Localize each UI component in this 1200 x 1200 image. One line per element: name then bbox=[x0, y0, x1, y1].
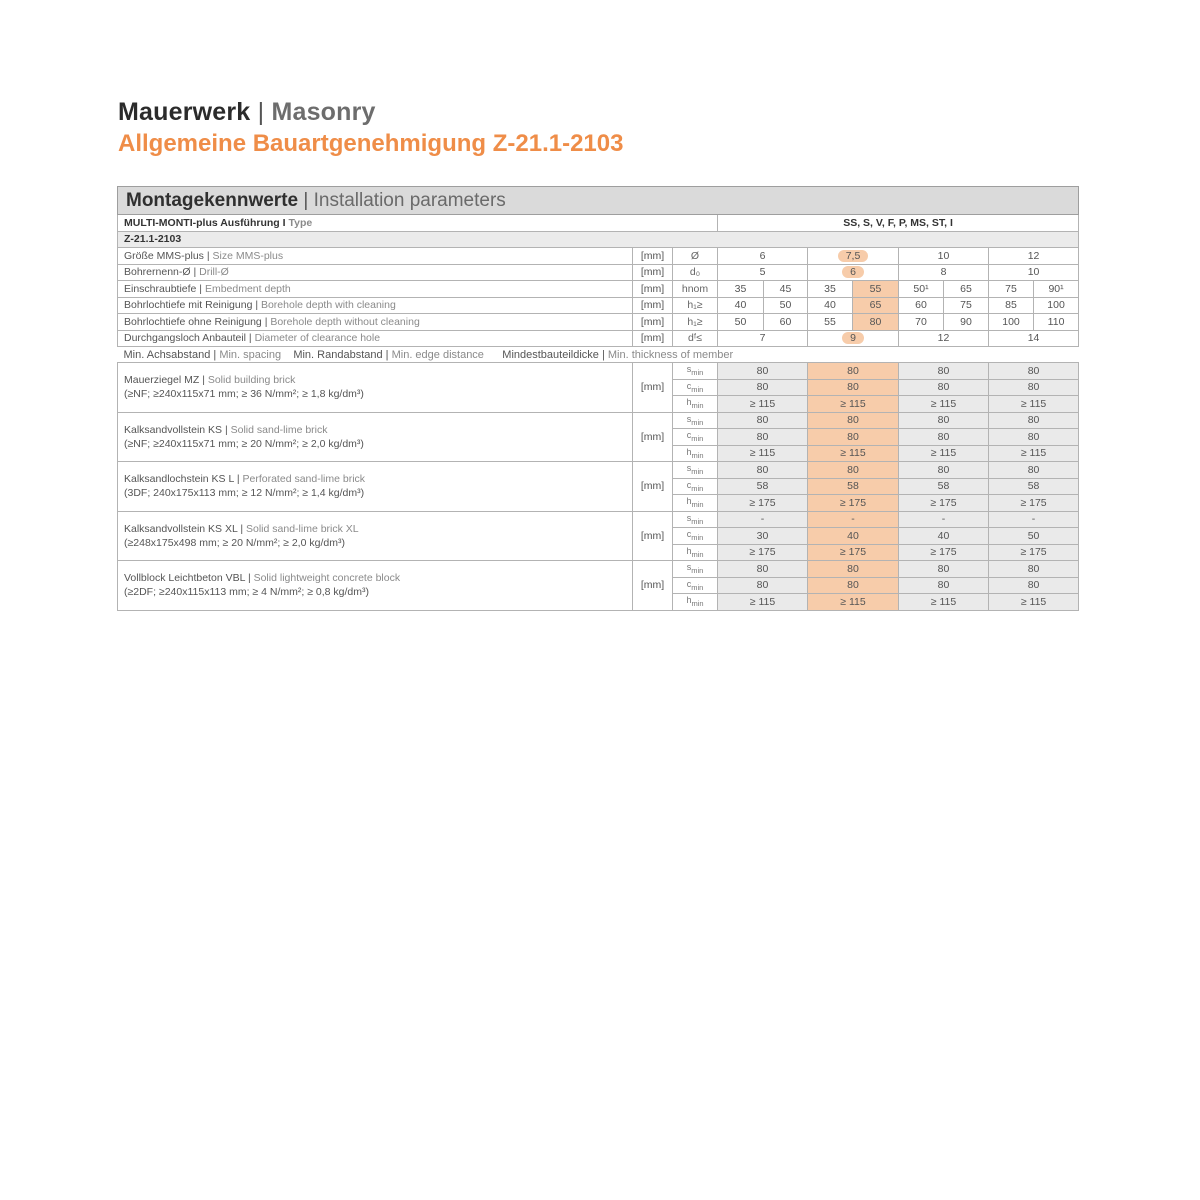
param-value: 90¹ bbox=[1034, 281, 1079, 298]
material-symbol-cmin: $c_{min}$ bbox=[673, 528, 718, 545]
param-symbol: dᶠ≤ bbox=[673, 330, 718, 347]
param-row bbox=[118, 297, 1079, 314]
param-value-highlight: 9 bbox=[842, 332, 864, 344]
param-value-highlight: 6 bbox=[842, 266, 864, 278]
material-value: ≥ 175 bbox=[718, 544, 808, 561]
param-label-de: Einschraubtiefe bbox=[124, 282, 197, 295]
heading-separator: | bbox=[303, 189, 309, 211]
material-value: 80 bbox=[808, 429, 899, 446]
param-value bbox=[808, 264, 899, 281]
material-name-en: Solid lightweight concrete block bbox=[253, 572, 401, 585]
material-value: - bbox=[899, 511, 989, 528]
material-name-de: Mauerziegel MZ bbox=[124, 374, 200, 387]
material-value: 80 bbox=[989, 561, 1079, 578]
material-value: ≥ 115 bbox=[718, 594, 808, 611]
material-value: 80 bbox=[718, 412, 808, 429]
material-value: ≥ 115 bbox=[718, 445, 808, 462]
material-value: ≥ 175 bbox=[718, 495, 808, 512]
param-value: 90 bbox=[944, 314, 989, 331]
material-label: Kalksandvollstein KS | Solid sand-lime brick (≥NF; ≥240x115x71 mm; ≥ 20 N/mm²; ≥ 2,0 kg/dm³) bbox=[118, 412, 633, 462]
material-row bbox=[118, 561, 1079, 578]
param-value: 110 bbox=[1034, 314, 1079, 331]
param-row bbox=[118, 281, 1079, 298]
material-spec: (≥248x175x498 mm; ≥ 20 N/mm²; ≥ 2,0 kg/dm³) bbox=[124, 536, 345, 549]
param-label: Bohrlochtiefe ohne Reinigung | Borehole depth without cleaning bbox=[118, 314, 633, 331]
material-value: 80 bbox=[899, 561, 989, 578]
material-value: 80 bbox=[989, 412, 1079, 429]
param-value: 8 bbox=[899, 264, 989, 281]
min-edge-de: Min. Randabstand bbox=[293, 348, 383, 361]
param-value: 35 bbox=[808, 281, 853, 298]
material-row bbox=[118, 511, 1079, 528]
param-label: Einschraubtiefe | Embedment depth bbox=[118, 281, 633, 298]
param-label-de: Bohrlochtiefe mit Reinigung bbox=[124, 299, 253, 312]
param-label: Durchgangsloch Anbauteil | Diameter of clearance hole bbox=[118, 330, 633, 347]
material-value: 80 bbox=[899, 379, 989, 396]
heading-de: Montagekennwerte bbox=[126, 189, 299, 211]
heading-en: Installation parameters bbox=[313, 189, 506, 211]
material-value: 80 bbox=[989, 429, 1079, 446]
material-value: ≥ 175 bbox=[899, 544, 989, 561]
param-row bbox=[118, 330, 1079, 347]
param-row bbox=[118, 248, 1079, 265]
material-value: ≥ 115 bbox=[899, 445, 989, 462]
title-en: Masonry bbox=[271, 98, 376, 126]
product-label-en: Type bbox=[288, 216, 313, 229]
param-unit: [mm] bbox=[633, 297, 673, 314]
param-value: 12 bbox=[899, 330, 989, 347]
material-value: 80 bbox=[718, 429, 808, 446]
param-value: 6 bbox=[718, 248, 808, 265]
material-value: 80 bbox=[989, 462, 1079, 479]
product-row bbox=[118, 215, 1079, 232]
material-symbol-hmin: $h_{min}$ bbox=[673, 544, 718, 561]
param-value: 12 bbox=[989, 248, 1079, 265]
param-value bbox=[808, 330, 899, 347]
param-value: 50 bbox=[718, 314, 764, 331]
page-title bbox=[118, 98, 376, 127]
material-spec: (3DF; 240x175x113 mm; ≥ 12 N/mm²; ≥ 1,4 kg/dm³) bbox=[124, 487, 365, 500]
param-value: 40 bbox=[718, 297, 764, 314]
material-value: 80 bbox=[808, 412, 899, 429]
material-value: - bbox=[989, 511, 1079, 528]
page-subtitle: Allgemeine Bauartgenehmigung Z-21.1-2103 bbox=[118, 130, 624, 157]
material-unit: [mm] bbox=[633, 462, 673, 512]
material-value: ≥ 175 bbox=[808, 544, 899, 561]
material-value: ≥ 115 bbox=[718, 396, 808, 413]
param-label-de: Größe MMS-plus bbox=[124, 249, 204, 262]
material-name-en: Solid sand-lime brick XL bbox=[246, 522, 359, 535]
material-symbol-smin: $s_{min}$ bbox=[673, 561, 718, 578]
param-value: 5 bbox=[718, 264, 808, 281]
title-separator: | bbox=[257, 98, 265, 126]
param-label-de: Bohrlochtiefe ohne Reinigung bbox=[124, 315, 262, 328]
material-value: 80 bbox=[989, 363, 1079, 380]
param-symbol: h₁≥ bbox=[673, 297, 718, 314]
material-symbol-hmin: $h_{min}$ bbox=[673, 445, 718, 462]
param-label-en: Embedment depth bbox=[204, 282, 291, 295]
distance-section-label: Min. Achsabstand | Min. spacing Min. Randabstand | Min. edge distance Mindestbauteildicke | Min. thickness of member bbox=[118, 347, 1079, 363]
param-unit: [mm] bbox=[633, 248, 673, 265]
material-symbol-smin: $s_{min}$ bbox=[673, 363, 718, 380]
param-label-en: Size MMS-plus bbox=[212, 249, 284, 262]
material-name-de: Kalksandlochstein KS L bbox=[124, 473, 234, 486]
installation-parameters-table bbox=[117, 186, 1079, 611]
distance-section-row bbox=[118, 347, 1079, 363]
param-value: 85 bbox=[989, 297, 1034, 314]
param-value: 75 bbox=[989, 281, 1034, 298]
product-label bbox=[118, 215, 718, 232]
param-label-en: Borehole depth with cleaning bbox=[260, 299, 396, 312]
min-spacing-en: Min. spacing bbox=[219, 348, 282, 361]
material-unit: [mm] bbox=[633, 561, 673, 611]
material-value: 80 bbox=[718, 577, 808, 594]
param-value: 100 bbox=[1034, 297, 1079, 314]
param-value: 7 bbox=[718, 330, 808, 347]
param-label: Bohrernenn-Ø | Drill-Ø bbox=[118, 264, 633, 281]
param-label: Größe MMS-plus | Size MMS-plus bbox=[118, 248, 633, 265]
min-spacing-de: Min. Achsabstand bbox=[123, 348, 211, 361]
material-symbol-hmin: $h_{min}$ bbox=[673, 495, 718, 512]
param-value bbox=[808, 248, 899, 265]
material-value: ≥ 115 bbox=[808, 445, 899, 462]
material-value: 80 bbox=[899, 412, 989, 429]
material-value: 80 bbox=[808, 462, 899, 479]
material-spec: (≥2DF; ≥240x115x113 mm; ≥ 4 N/mm²; ≥ 0,8 kg/dm³) bbox=[124, 586, 369, 599]
material-value: 40 bbox=[808, 528, 899, 545]
material-value: ≥ 115 bbox=[989, 594, 1079, 611]
material-symbol-hmin: $h_{min}$ bbox=[673, 396, 718, 413]
material-symbol-cmin: $c_{min}$ bbox=[673, 429, 718, 446]
param-value: 35 bbox=[718, 281, 764, 298]
param-value: 80 bbox=[853, 314, 899, 331]
material-value: - bbox=[718, 511, 808, 528]
material-value: 80 bbox=[718, 363, 808, 380]
material-value: 30 bbox=[718, 528, 808, 545]
material-value: 80 bbox=[808, 363, 899, 380]
material-symbol-smin: $s_{min}$ bbox=[673, 511, 718, 528]
material-spec: (≥NF; ≥240x115x71 mm; ≥ 20 N/mm²; ≥ 2,0 kg/dm³) bbox=[124, 437, 364, 450]
material-value: ≥ 175 bbox=[899, 495, 989, 512]
param-value: 55 bbox=[853, 281, 899, 298]
material-value: 80 bbox=[899, 577, 989, 594]
param-row bbox=[118, 314, 1079, 331]
param-label-de: Bohrernenn-Ø bbox=[124, 266, 191, 279]
param-symbol: Ø bbox=[673, 248, 718, 265]
material-value: 58 bbox=[989, 478, 1079, 495]
param-unit: [mm] bbox=[633, 330, 673, 347]
material-value: ≥ 175 bbox=[989, 495, 1079, 512]
material-value: 80 bbox=[899, 462, 989, 479]
material-value: ≥ 115 bbox=[989, 445, 1079, 462]
table-heading-row bbox=[118, 187, 1079, 215]
min-thickness-de: Mindestbauteildicke bbox=[502, 348, 599, 361]
param-symbol: h₁≥ bbox=[673, 314, 718, 331]
material-value: ≥ 115 bbox=[899, 396, 989, 413]
material-value: ≥ 175 bbox=[808, 495, 899, 512]
material-label: Mauerziegel MZ | Solid building brick (≥NF; ≥240x115x71 mm; ≥ 36 N/mm²; ≥ 1,8 kg/dm³) bbox=[118, 363, 633, 413]
material-value: 80 bbox=[718, 379, 808, 396]
material-value: ≥ 115 bbox=[808, 594, 899, 611]
material-value: 80 bbox=[808, 577, 899, 594]
material-row bbox=[118, 363, 1079, 380]
min-edge-en: Min. edge distance bbox=[391, 348, 484, 361]
param-value: 50 bbox=[764, 297, 808, 314]
material-value: 58 bbox=[718, 478, 808, 495]
table-heading bbox=[118, 187, 1079, 215]
material-symbol-hmin: $h_{min}$ bbox=[673, 594, 718, 611]
material-label: Vollblock Leichtbeton VBL | Solid lightweight concrete block (≥2DF; ≥240x115x113 mm; ≥ 4 N/mm²; ≥ 0,8 kg/dm³) bbox=[118, 561, 633, 611]
param-label: Bohrlochtiefe mit Reinigung | Borehole depth with cleaning bbox=[118, 297, 633, 314]
material-name-de: Vollblock Leichtbeton VBL bbox=[124, 572, 246, 585]
param-value: 10 bbox=[989, 264, 1079, 281]
param-label-de: Durchgangsloch Anbauteil bbox=[124, 332, 247, 345]
material-value: 40 bbox=[899, 528, 989, 545]
material-symbol-smin: $s_{min}$ bbox=[673, 412, 718, 429]
param-unit: [mm] bbox=[633, 281, 673, 298]
approval-row bbox=[118, 231, 1079, 248]
material-row bbox=[118, 462, 1079, 479]
material-name-en: Solid building brick bbox=[207, 374, 296, 387]
material-name-en: Solid sand-lime brick bbox=[230, 423, 328, 436]
material-value: 80 bbox=[808, 379, 899, 396]
param-value: 100 bbox=[989, 314, 1034, 331]
material-row bbox=[118, 412, 1079, 429]
param-value-highlight: 7,5 bbox=[838, 250, 869, 262]
param-row bbox=[118, 264, 1079, 281]
material-value: ≥ 115 bbox=[899, 594, 989, 611]
product-label-de: MULTI-MONTI-plus Ausführung I bbox=[124, 216, 286, 229]
param-value: 40 bbox=[808, 297, 853, 314]
param-value: 60 bbox=[764, 314, 808, 331]
material-value: 80 bbox=[718, 561, 808, 578]
param-unit: [mm] bbox=[633, 264, 673, 281]
param-value: 70 bbox=[899, 314, 944, 331]
min-thickness-en: Min. thickness of member bbox=[607, 348, 734, 361]
material-value: ≥ 175 bbox=[989, 544, 1079, 561]
material-value: 80 bbox=[989, 379, 1079, 396]
param-value: 45 bbox=[764, 281, 808, 298]
material-unit: [mm] bbox=[633, 511, 673, 561]
param-label-en: Drill-Ø bbox=[199, 266, 229, 279]
material-label: Kalksandvollstein KS XL | Solid sand-lime brick XL (≥248x175x498 mm; ≥ 20 N/mm²; ≥ 2,0 kg/dm³) bbox=[118, 511, 633, 561]
material-value: 50 bbox=[989, 528, 1079, 545]
material-value: ≥ 115 bbox=[808, 396, 899, 413]
material-unit: [mm] bbox=[633, 412, 673, 462]
material-symbol-cmin: $c_{min}$ bbox=[673, 577, 718, 594]
material-value: 80 bbox=[808, 561, 899, 578]
material-value: 58 bbox=[899, 478, 989, 495]
param-value: 65 bbox=[944, 281, 989, 298]
material-label: Kalksandlochstein KS L | Perforated sand-lime brick (3DF; 240x175x113 mm; ≥ 12 N/mm²; ≥ 1,4 kg/dm³) bbox=[118, 462, 633, 512]
param-value: 55 bbox=[808, 314, 853, 331]
title-de: Mauerwerk bbox=[118, 98, 251, 126]
material-unit: [mm] bbox=[633, 363, 673, 413]
material-value: 80 bbox=[899, 429, 989, 446]
material-value: 80 bbox=[989, 577, 1079, 594]
material-name-de: Kalksandvollstein KS bbox=[124, 423, 223, 436]
material-name-de: Kalksandvollstein KS XL bbox=[124, 522, 238, 535]
material-value: 80 bbox=[899, 363, 989, 380]
param-label-en: Diameter of clearance hole bbox=[254, 332, 381, 345]
param-value: 14 bbox=[989, 330, 1079, 347]
param-symbol: hnom bbox=[673, 281, 718, 298]
material-value: ≥ 115 bbox=[989, 396, 1079, 413]
material-symbol-cmin: $c_{min}$ bbox=[673, 379, 718, 396]
material-symbol-cmin: $c_{min}$ bbox=[673, 478, 718, 495]
param-value: 50¹ bbox=[899, 281, 944, 298]
material-spec: (≥NF; ≥240x115x71 mm; ≥ 36 N/mm²; ≥ 1,8 kg/dm³) bbox=[124, 388, 364, 401]
param-value: 65 bbox=[853, 297, 899, 314]
param-value: 10 bbox=[899, 248, 989, 265]
param-value: 75 bbox=[944, 297, 989, 314]
material-value: 58 bbox=[808, 478, 899, 495]
param-label-en: Borehole depth without cleaning bbox=[270, 315, 420, 328]
param-unit: [mm] bbox=[633, 314, 673, 331]
approval-number: Z-21.1-2103 bbox=[118, 231, 1079, 248]
material-value: 80 bbox=[718, 462, 808, 479]
material-name-en: Perforated sand-lime brick bbox=[242, 473, 366, 486]
product-types: SS, S, V, F, P, MS, ST, I bbox=[718, 215, 1079, 232]
material-value: - bbox=[808, 511, 899, 528]
param-symbol: d₀ bbox=[673, 264, 718, 281]
material-symbol-smin: $s_{min}$ bbox=[673, 462, 718, 479]
param-value: 60 bbox=[899, 297, 944, 314]
